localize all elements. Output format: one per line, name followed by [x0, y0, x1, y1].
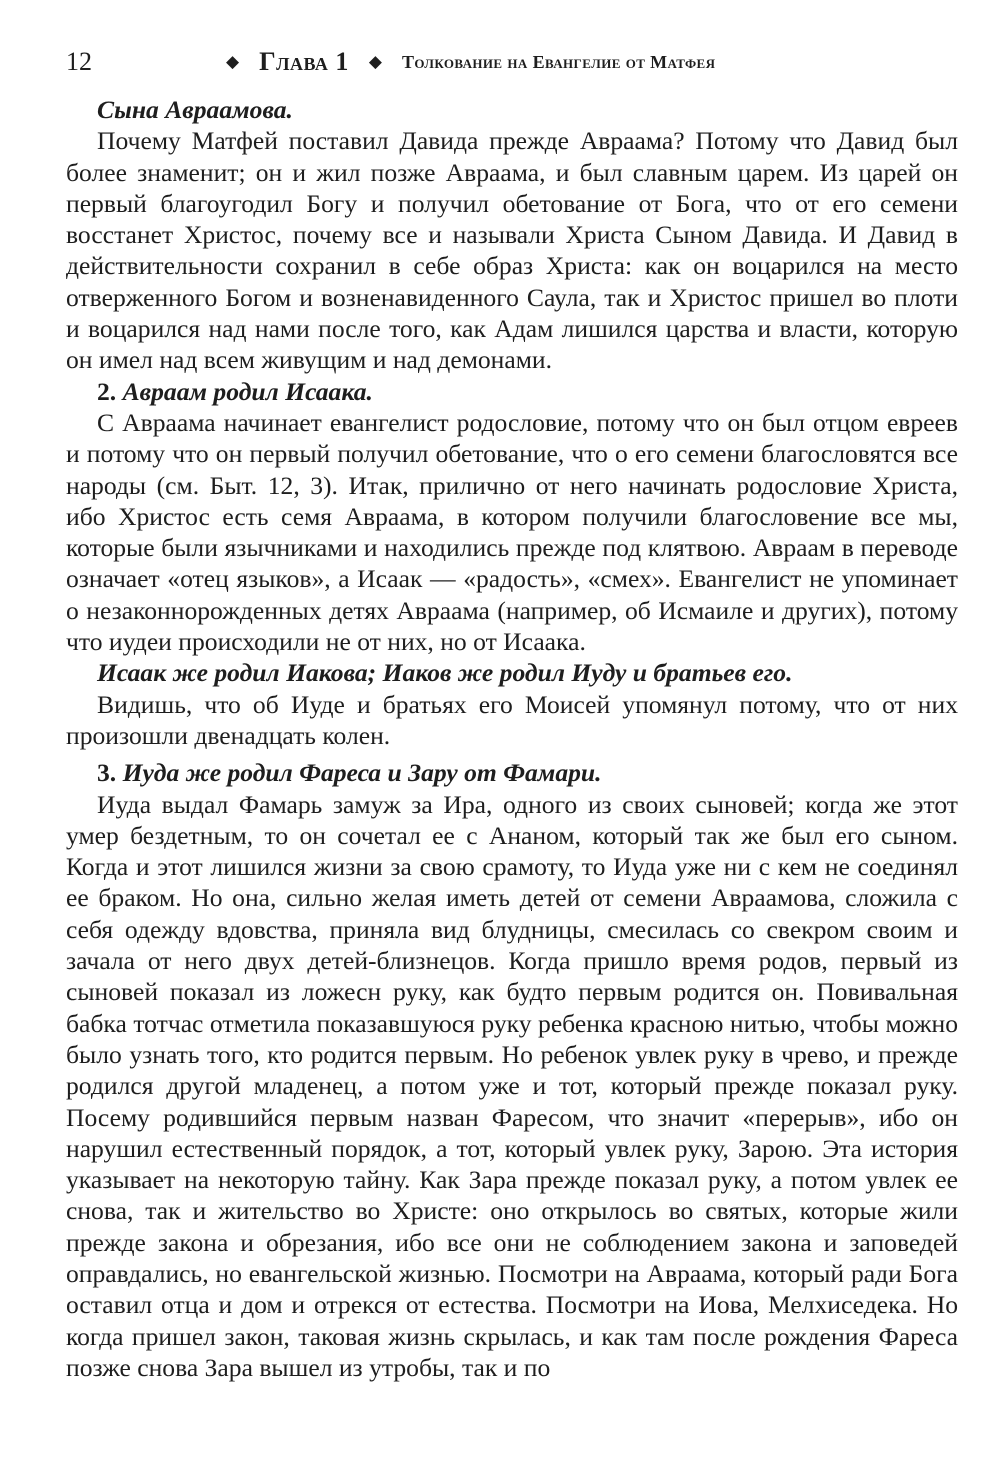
verse-text: Авраам родил Исаака. [122, 376, 373, 406]
page-body [66, 94, 958, 1383]
verse-heading [66, 376, 958, 407]
page-header [66, 44, 958, 80]
running-title: Толкование на Евангелие от Матфея [401, 51, 716, 72]
verse-heading [66, 657, 958, 688]
verse-number: 2. [97, 376, 117, 406]
verse-number: 3. [97, 758, 117, 788]
page-number: 12 [66, 47, 92, 76]
commentary-paragraph: Почему Матфей поставил Давида прежде Авраама? Потому что Давид был более знаменит; он и жил позже Авраама, и был славным царем. Из царей он первый благоугодил Богу и получил обетование от Бога, что от его семени восстанет Христос, почему все и называли Христа Сыном Давида. И Давид в действительности сохранил в себе образ Христа: как он воцарился на место отверженного Богом и возненавиденного Саула, так и Христос пришел во плоти и воцарился над нами после того, как Адам лишился царства и власти, которую он имел над всем живущим и над демонами. [66, 126, 958, 375]
verse-text: Сына Авраамова. [97, 95, 293, 124]
verse-text: Иуда же родил Фареса и Зару от Фамари. [122, 758, 602, 788]
diamond-ornament-icon: ◆ [226, 52, 240, 71]
diamond-ornament-icon: ◆ [368, 52, 382, 71]
chapter-label: Глава 1 [259, 47, 349, 76]
verse-heading [66, 757, 958, 788]
verse-text: Исаак же родил Иакова; Иаков же родил Иуду и братьев его. [97, 658, 793, 688]
commentary-paragraph: С Авраама начинает евангелист родословие, потому что он был отцом евреев и потому что он первый получил обетование, что о его семени благословятся все народы (см. Быт. 12, 3). Итак, прилично от него начинать родословие Христа, ибо Христос есть семя Авраама, в котором получили благословение все мы, которые были язычниками и находились прежде под клятвою. Авраам в переводе означает «отец языков», а Исаак — «радость», «смех». Евангелист не упоминает о незаконнорожденных детях Авраама (например, об Исмаиле и других), потому что иудеи происходили не от них, но от Исаака. [66, 407, 958, 657]
commentary-paragraph: Иуда выдал Фамарь замуж за Ира, одного из своих сыновей; когда же этот умер бездетным, то он сочетал ее с Ананом, который так же был его сыном. Когда и этот лишился жизни за свою срамоту, то Иуда уже ни с кем не соединял ее браком. Но она, сильно желая иметь детей от семени Авраамова, сложила с себя одежду вдовства, приняла вид блудницы, смесилась со свекром своим и зачала от него двух детей-близнецов. Когда пришло время родов, первый из сыновей показал из ложесн руку, как будто первым родится он. Повивальная бабка тотчас отметила показавшуюся руку ребенка красною нитью, чтобы можно было узнать того, кто родится первым. Но ребенок увлек руку в чрево, и прежде родился другой младенец, а потом уже и тот, который прежде показал руку. Посему родившийся первым назван Фаресом, что значит «перерыв», ибо он нарушил естественный порядок, а тот, который увлек руку, Зарою. Эта история указывает на некоторую тайну. Как Зара прежде показал руку, а потом увлек ее снова, так и жительство во Христе: оно открылось во святых, которые жили прежде закона и обрезания, ибо все они не соблюдением закона и заповедей оправдались, но евангельской жизнью. Посмотри на Авраама, который ради Бога оставил отца и дом и отрекся от естества. Посмотри на Иова, Мелхиседека. Но когда пришел закон, таковая жизнь скрылась, и как там после рождения Фареса позже снова Зара вышел из утробы, так и по [66, 789, 958, 1382]
commentary-paragraph: Видишь, что об Иуде и братьях его Моисей упомянул потому, что от них произошли двенадцать колен. [66, 689, 958, 750]
verse-heading [66, 94, 958, 125]
